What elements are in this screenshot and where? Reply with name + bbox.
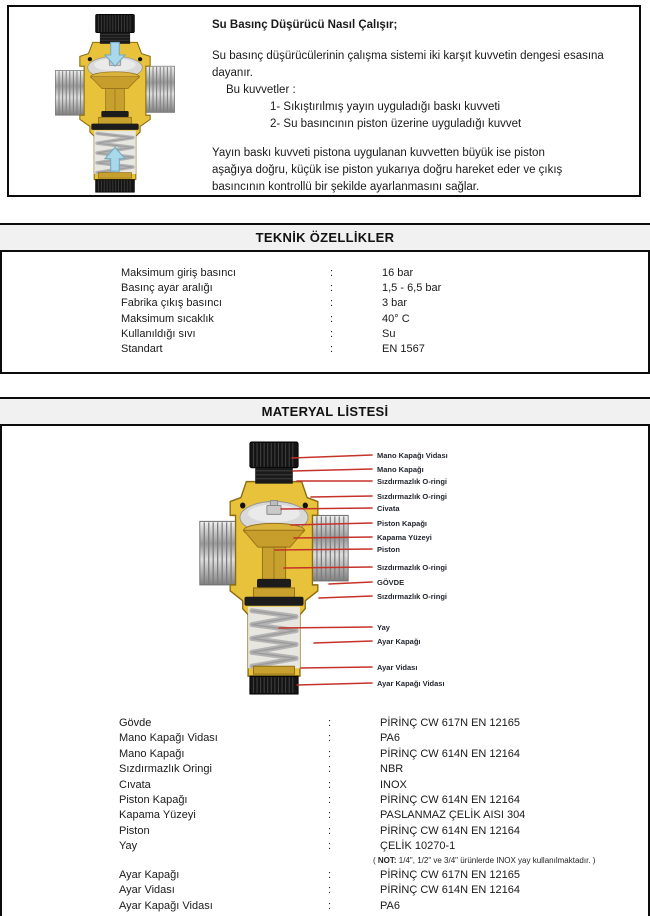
diagram-label: Sızdırmazlık O-ringi xyxy=(377,563,448,572)
material-table xyxy=(0,717,650,915)
technical-section-header xyxy=(0,223,650,252)
material-separator: : xyxy=(328,899,332,912)
material-value: PİRİNÇ CW 614N EN 12164 xyxy=(380,747,520,760)
material-value: PİRİNÇ CW 617N EN 12165 xyxy=(380,717,520,729)
spring-note xyxy=(0,856,650,870)
material-value: ÇELİK 10270-1 xyxy=(380,840,456,853)
material-value: PİRİNÇ CW 614N EN 12164 xyxy=(380,793,520,806)
material-value: PASLANMAZ ÇELİK AISI 304 xyxy=(380,809,526,822)
material-label: Piston Kapağı xyxy=(119,793,188,806)
material-section-header xyxy=(0,397,650,426)
callout-line xyxy=(281,508,372,509)
intro-box xyxy=(7,5,641,197)
force-item-1: 1- Sıkıştırılmış yayın uyguladığı baskı kuvveti xyxy=(270,101,501,113)
diagram-label: Yay xyxy=(377,623,390,632)
spec-separator: : xyxy=(330,312,334,325)
callout-line xyxy=(294,537,372,538)
technical-header-title: TEKNİK ÖZELLİKLER xyxy=(255,230,395,245)
material-row xyxy=(0,840,650,855)
force-item-2: 2- Su basıncının piston üzerine uyguladığı kuvvet xyxy=(270,118,522,130)
material-separator: : xyxy=(328,869,332,882)
spec-separator: : xyxy=(330,327,334,340)
material-label: Ayar Kapağı xyxy=(119,869,180,882)
material-row xyxy=(0,763,650,778)
material-label: Sızdırmazlık Oringi xyxy=(119,763,212,776)
material-row xyxy=(0,732,650,747)
spec-separator: : xyxy=(330,342,334,355)
material-value: PA6 xyxy=(380,899,400,912)
intro-paragraph-1: Su basınç düşürücülerinin çalışma sistemi iki karşıt kuvvetin dengesi esasına dayanır. xyxy=(212,50,604,79)
technical-specs-table xyxy=(2,267,648,358)
material-row xyxy=(0,900,650,915)
material-header-title: MATERYAL LİSTESİ xyxy=(261,404,389,419)
material-separator: : xyxy=(328,840,332,853)
spec-row xyxy=(2,297,648,312)
material-value: NBR xyxy=(380,763,404,776)
material-row xyxy=(0,748,650,763)
diagram-label: GÖVDE xyxy=(377,578,405,587)
diagram-label: Ayar Kapağı Vidası xyxy=(377,679,445,688)
spec-label: Kullanıldığı sıvı xyxy=(121,327,196,340)
callout-line xyxy=(284,567,372,568)
material-value: PİRİNÇ CW 617N EN 12165 xyxy=(380,869,520,882)
spec-label: Standart xyxy=(121,342,163,355)
intro-text xyxy=(212,17,624,196)
material-row xyxy=(0,825,650,840)
material-row xyxy=(0,717,650,732)
diagram-label: Mano Kapağı Vidası xyxy=(377,451,448,460)
callout-lines xyxy=(198,438,378,698)
material-label: Mano Kapağı xyxy=(119,747,185,760)
material-label: Gövde xyxy=(119,717,152,729)
material-label: Yay xyxy=(119,840,138,853)
spec-label: Maksimum sıcaklık xyxy=(121,312,214,325)
intro-paragraph-2: Yayın baskı kuvveti pistona uygulanan kuvvetten büyük ise piston aşağıya doğru, küçük ise piston yukarıya doğru hareket eder ve çıkış basıncının kontrollü bir şekilde ayarlanmasını sağlar. xyxy=(212,147,563,193)
callout-line xyxy=(293,469,372,471)
callout-line xyxy=(291,523,372,525)
material-value: INOX xyxy=(380,778,407,791)
spec-value: Su xyxy=(382,327,396,340)
material-label: Cıvata xyxy=(119,778,151,791)
spec-label: Maksimum giriş basıncı xyxy=(121,267,236,279)
technical-specs-box xyxy=(0,252,650,374)
material-label: Ayar Kapağı Vidası xyxy=(119,899,213,912)
material-separator: : xyxy=(328,884,332,897)
diagram-label: Civata xyxy=(377,504,400,513)
material-row xyxy=(0,884,650,899)
callout-line xyxy=(311,496,372,497)
material-value: PİRİNÇ CW 614N EN 12164 xyxy=(380,884,520,897)
spec-value: 1,5 - 6,5 bar xyxy=(382,282,442,295)
diagram-label: Piston xyxy=(377,545,400,554)
diagram-label: Sızdırmazlık O-ringi xyxy=(377,492,448,501)
material-value: PİRİNÇ CW 614N EN 12164 xyxy=(380,824,520,837)
spec-value: 16 bar xyxy=(382,267,414,279)
callout-line xyxy=(329,582,372,584)
material-separator: : xyxy=(328,763,332,776)
callout-line xyxy=(297,683,372,685)
forces-heading: Bu kuvvetler : xyxy=(226,84,296,96)
material-separator: : xyxy=(328,717,332,729)
spec-row xyxy=(2,313,648,328)
material-value: PA6 xyxy=(380,732,400,745)
diagram-label: Kapama Yüzeyi xyxy=(377,533,432,542)
material-label: Piston xyxy=(119,824,150,837)
callout-line xyxy=(319,596,372,598)
material-row xyxy=(0,809,650,824)
spec-row xyxy=(2,282,648,297)
material-separator: : xyxy=(328,732,332,745)
spec-row xyxy=(2,267,648,282)
spec-label: Basınç ayar aralığı xyxy=(121,282,213,295)
callout-line xyxy=(292,455,372,458)
spring-note-text: ( NOT: 1/4", 1/2" ve 3/4" ürünlerde INOX yay kullanılmaktadır. ) xyxy=(373,855,596,865)
material-separator: : xyxy=(328,809,332,822)
spec-separator: : xyxy=(330,297,334,310)
material-separator: : xyxy=(328,778,332,791)
spec-value: 40° C xyxy=(382,312,410,325)
spec-label: Fabrika çıkış basıncı xyxy=(121,297,222,310)
spec-separator: : xyxy=(330,282,334,295)
diagram-label: Piston Kapağı xyxy=(377,519,428,528)
spec-row xyxy=(2,343,648,358)
material-label: Kapama Yüzeyi xyxy=(119,809,196,822)
diagram-label: Ayar Kapağı xyxy=(377,637,421,646)
material-row xyxy=(0,794,650,809)
diagram-label: Sızdırmazlık O-ringi xyxy=(377,592,448,601)
valve-cutaway-image xyxy=(54,13,176,195)
material-row xyxy=(0,869,650,884)
spec-value: 3 bar xyxy=(382,297,408,310)
spec-value: EN 1567 xyxy=(382,342,425,355)
material-separator: : xyxy=(328,824,332,837)
callout-line xyxy=(314,641,372,643)
material-separator: : xyxy=(328,793,332,806)
material-label: Ayar Vidası xyxy=(119,884,175,897)
callout-line xyxy=(301,667,372,668)
callout-line xyxy=(275,549,372,550)
intro-title: Su Basınç Düşürücü Nasıl Çalışır; xyxy=(212,19,398,31)
material-label: Mano Kapağı Vidası xyxy=(119,732,218,745)
spec-separator: : xyxy=(330,267,334,279)
callout-line xyxy=(279,627,372,628)
spec-row xyxy=(2,328,648,343)
diagram-label: Ayar Vidası xyxy=(377,663,418,672)
diagram-label: Sızdırmazlık O-ringi xyxy=(377,477,448,486)
material-row xyxy=(0,779,650,794)
material-separator: : xyxy=(328,747,332,760)
diagram-label: Mano Kapağı xyxy=(377,465,424,474)
